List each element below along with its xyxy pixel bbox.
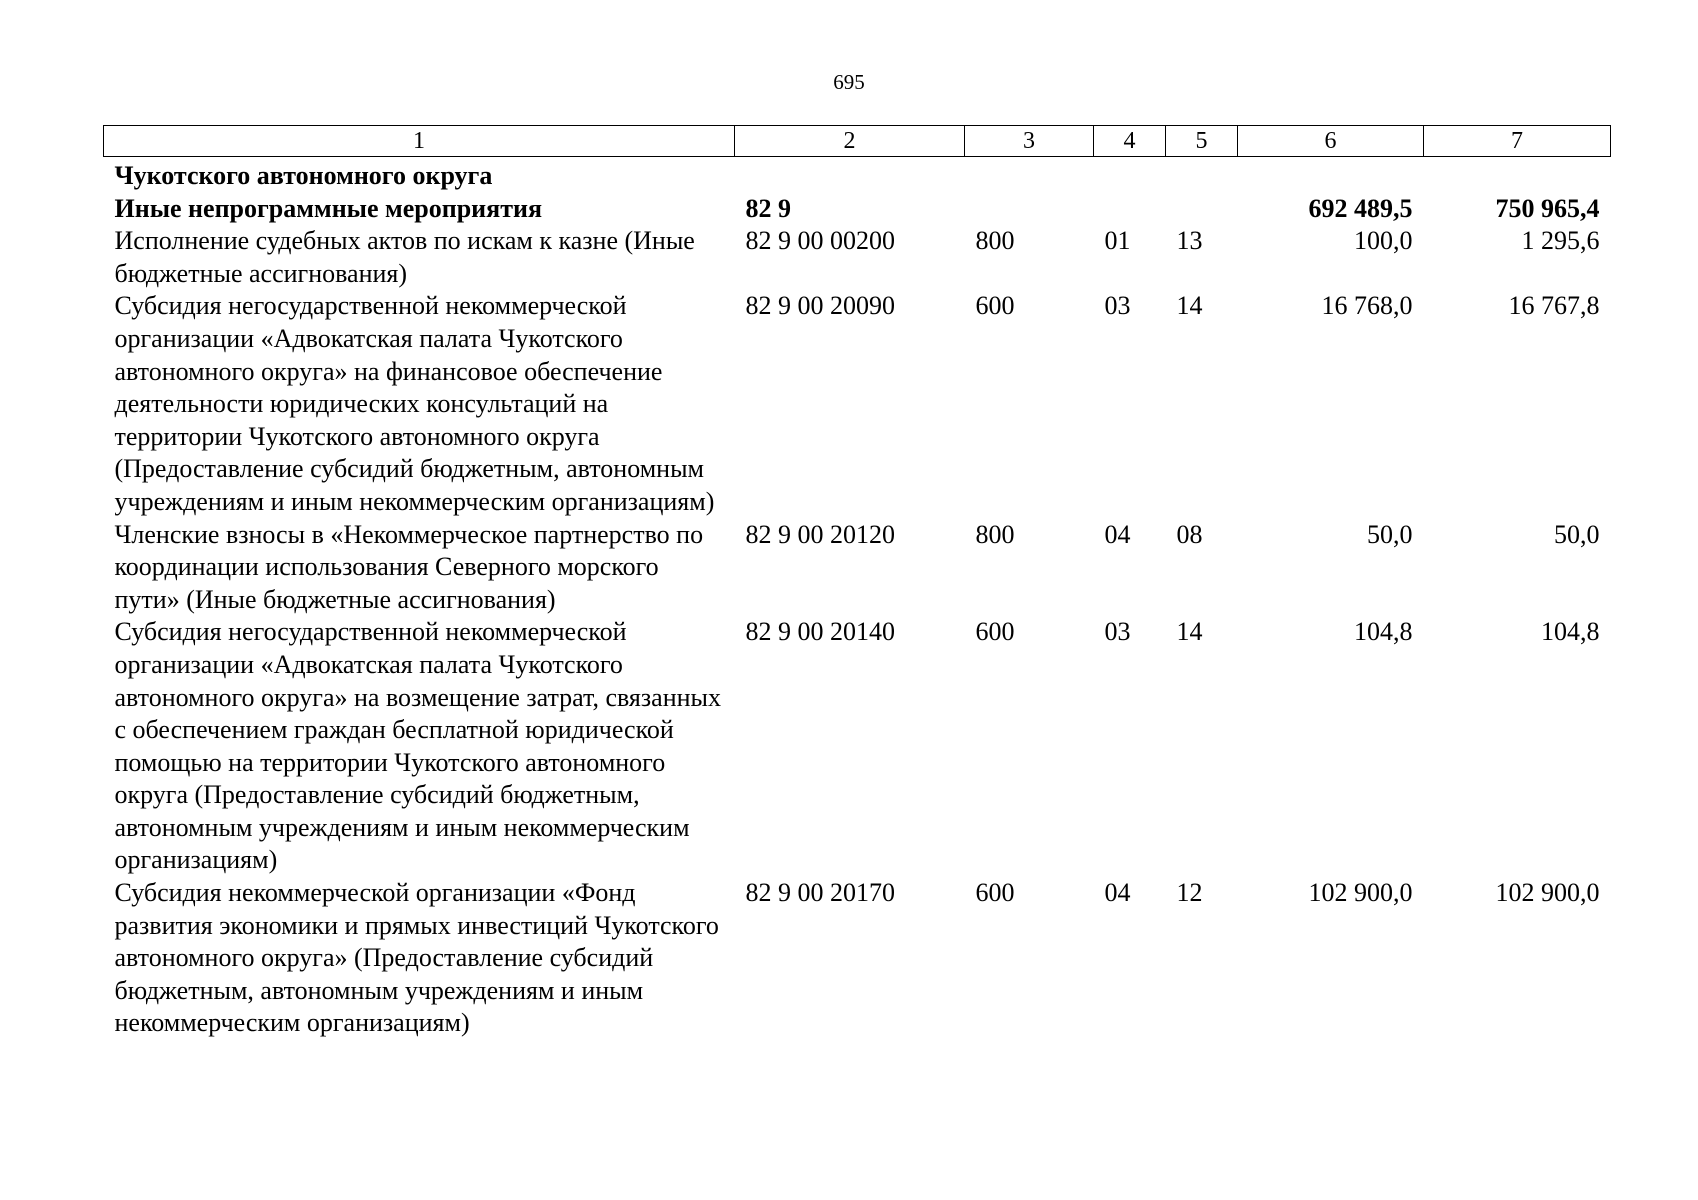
row-amount-col7: 102 900,0 bbox=[1495, 878, 1600, 908]
row-code: 82 9 00 00200 bbox=[745, 226, 895, 256]
row-amount-col7: 104,8 bbox=[1541, 617, 1600, 647]
row-section: 01 bbox=[1104, 226, 1131, 256]
row-amount-col6: 100,0 bbox=[1354, 226, 1413, 256]
header-col-5: 5 bbox=[1166, 126, 1238, 157]
row-name: Субсидия негосударственной некоммерческой организации «Адвокатская палата Чукотского автономного округа» на возмещение затрат, связанных с обеспечением граждан бесплатной юридической помощью на территории Чукотского автономного округа (Предоставление субсидий бюджетным, автономным учреждениям и иным некоммерческим организациям) bbox=[114, 617, 721, 875]
row-name: Иные непрограммные мероприятия bbox=[114, 193, 543, 223]
row-amount-col7: 750 965,4 bbox=[1495, 193, 1600, 223]
row-amount-col6: 50,0 bbox=[1367, 519, 1413, 549]
row-subsection: 13 bbox=[1176, 226, 1203, 256]
header-row bbox=[104, 126, 1611, 157]
table-row bbox=[104, 519, 1611, 617]
row-section: 03 bbox=[1104, 291, 1131, 321]
row-amount-col6: 102 900,0 bbox=[1308, 878, 1413, 908]
header-col-1: 1 bbox=[104, 126, 735, 157]
row-expense-type: 600 bbox=[975, 291, 1015, 321]
header-col-2: 2 bbox=[735, 126, 965, 157]
row-amount-col6 bbox=[1238, 157, 1424, 193]
row-section: 03 bbox=[1104, 617, 1131, 647]
row-section bbox=[1094, 157, 1166, 193]
table-row bbox=[104, 616, 1611, 877]
table-row bbox=[104, 157, 1611, 193]
row-amount-col6: 16 768,0 bbox=[1321, 291, 1413, 321]
row-amount-col6: 692 489,5 bbox=[1308, 193, 1413, 223]
row-expense-type: 800 bbox=[975, 519, 1015, 549]
row-subsection: 14 bbox=[1176, 291, 1203, 321]
row-expense-type bbox=[965, 157, 1094, 193]
row-amount-col6: 104,8 bbox=[1354, 617, 1413, 647]
row-code bbox=[735, 157, 965, 193]
header-col-7: 7 bbox=[1424, 126, 1611, 157]
row-code: 82 9 bbox=[745, 193, 791, 223]
row-name: Исполнение судебных актов по искам к казне (Иные бюджетные ассигнования) bbox=[114, 226, 695, 288]
row-code: 82 9 00 20170 bbox=[745, 878, 895, 908]
row-expense-type bbox=[965, 193, 1094, 226]
header-col-4: 4 bbox=[1094, 126, 1166, 157]
header-col-6: 6 bbox=[1238, 126, 1424, 157]
table-row bbox=[104, 225, 1611, 290]
row-subsection bbox=[1166, 193, 1238, 226]
table-row bbox=[104, 193, 1611, 226]
table-header bbox=[104, 126, 1611, 157]
row-name: Субсидия некоммерческой организации «Фонд развития экономики и прямых инвестиций Чукотского автономного округа» (Предоставление субсидий бюджетным, автономным учреждениям и иным некоммерческим организациям) bbox=[114, 878, 719, 1038]
budget-table bbox=[103, 125, 1611, 1040]
row-subsection bbox=[1166, 157, 1238, 193]
row-amount-col7: 16 767,8 bbox=[1508, 291, 1600, 321]
row-subsection: 08 bbox=[1176, 519, 1203, 549]
table-body bbox=[104, 157, 1611, 1041]
page-number: 695 bbox=[833, 70, 865, 94]
table-row bbox=[104, 877, 1611, 1040]
row-name: Чукотского автономного округа bbox=[114, 161, 493, 190]
row-subsection: 14 bbox=[1176, 617, 1203, 647]
row-section bbox=[1094, 193, 1166, 226]
row-amount-col7 bbox=[1424, 157, 1611, 193]
row-amount-col7: 1 295,6 bbox=[1521, 226, 1600, 256]
row-amount-col7: 50,0 bbox=[1554, 519, 1600, 549]
row-code: 82 9 00 20120 bbox=[745, 519, 895, 549]
row-section: 04 bbox=[1104, 519, 1131, 549]
row-code: 82 9 00 20090 bbox=[745, 291, 895, 321]
row-section: 04 bbox=[1104, 878, 1131, 908]
row-subsection: 12 bbox=[1176, 878, 1203, 908]
header-col-3: 3 bbox=[965, 126, 1094, 157]
row-expense-type: 600 bbox=[975, 878, 1015, 908]
table-row bbox=[104, 290, 1611, 518]
row-expense-type: 800 bbox=[975, 226, 1015, 256]
row-expense-type: 600 bbox=[975, 617, 1015, 647]
row-name: Субсидия негосударственной некоммерческой организации «Адвокатская палата Чукотского автономного округа» на финансовое обеспечение деятельности юридических консультаций на территории Чукотского автономного округа (Предоставление субсидий бюджетным, автономным учреждениям и иным некоммерческим организациям) bbox=[114, 291, 715, 516]
row-code: 82 9 00 20140 bbox=[745, 617, 895, 647]
row-name: Членские взносы в «Некоммерческое партнерство по координации использования Северного морского пути» (Иные бюджетные ассигнования) bbox=[114, 519, 704, 614]
